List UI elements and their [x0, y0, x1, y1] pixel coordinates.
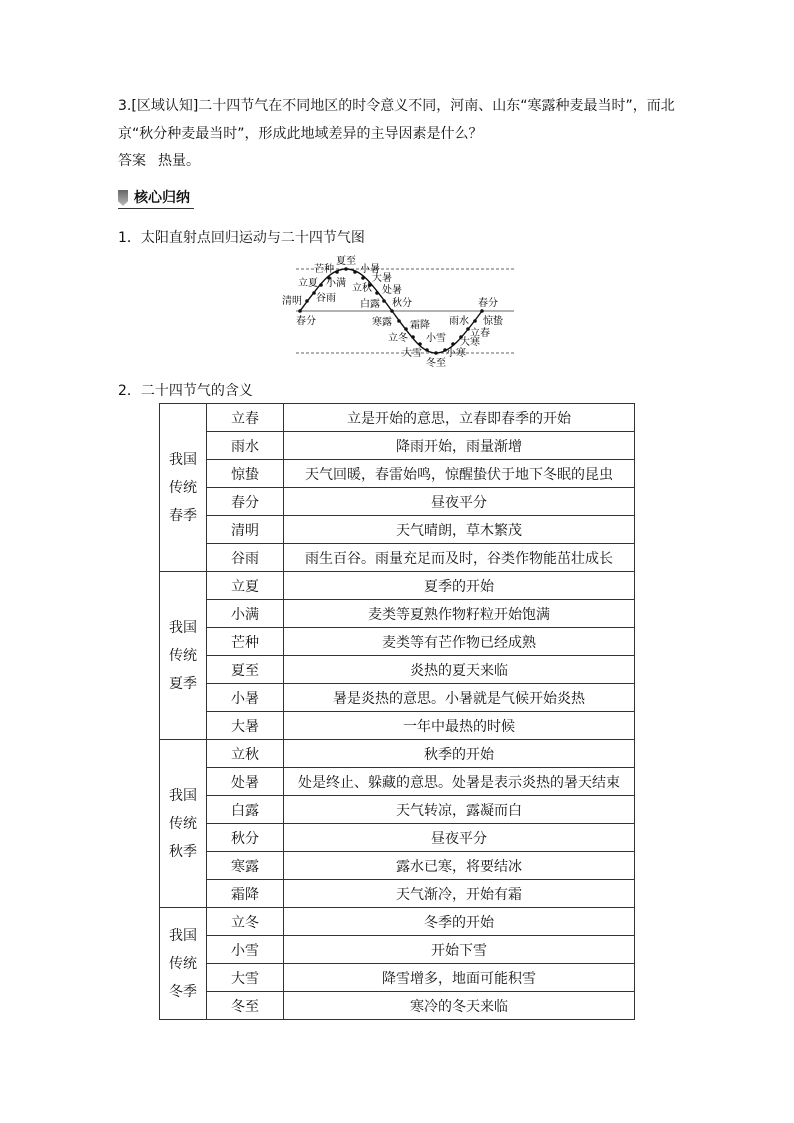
- table-row: [160, 488, 635, 516]
- label-chunfen: 春分: [296, 316, 316, 327]
- meaning-cell: 天气转凉，露凝而白: [284, 796, 635, 824]
- meaning-cell: 开始下雪: [284, 936, 635, 964]
- table-row: [160, 628, 635, 656]
- table-row: [160, 712, 635, 740]
- meaning-cell: 一年中最热的时候: [284, 712, 635, 740]
- term-cell: 春分: [207, 488, 284, 516]
- answer: [118, 150, 200, 170]
- meaning-cell: 麦类等有芒作物已经成熟: [284, 628, 635, 656]
- label-dashu: 大暑: [372, 273, 392, 284]
- season-name-part: 秋季: [169, 843, 197, 860]
- table-row: [160, 796, 635, 824]
- season-cell: [160, 908, 207, 1020]
- meaning-cell: 降雨开始，雨量渐增: [284, 432, 635, 460]
- meaning-cell: 寒冷的冬天来临: [284, 992, 635, 1020]
- table-row: [160, 656, 635, 684]
- label-lidong: 立冬: [388, 333, 408, 344]
- season-name-part: 我国: [169, 619, 197, 636]
- term-cell: 立夏: [207, 572, 284, 600]
- term-cell: 小满: [207, 600, 284, 628]
- solar-terms-table: [159, 403, 635, 1020]
- season-name-part: 传统: [169, 479, 197, 496]
- bookmark-icon: [118, 190, 128, 206]
- meaning-cell: 立是开始的意思，立春即春季的开始: [284, 404, 635, 432]
- term-cell: 清明: [207, 516, 284, 544]
- term-cell: 立春: [207, 404, 284, 432]
- term-cell: 大雪: [207, 964, 284, 992]
- term-cell: 霜降: [207, 880, 284, 908]
- meaning-cell: 夏季的开始: [284, 572, 635, 600]
- table-row: [160, 992, 635, 1020]
- season-name-part: 春季: [169, 507, 197, 524]
- table-row: [160, 544, 635, 572]
- label-xiazhi: 夏至: [336, 256, 356, 267]
- table-row: [160, 768, 635, 796]
- label-lichun: 立春: [470, 328, 490, 339]
- label-mangzhong: 芒种: [314, 264, 334, 275]
- label-yushui: 雨水: [449, 316, 469, 327]
- season-name-part: 我国: [169, 927, 197, 944]
- term-cell: 立秋: [207, 740, 284, 768]
- label-lixia: 立夏: [298, 278, 318, 289]
- solar-terms-diagram: [280, 254, 520, 372]
- label-dongzhi: 冬至: [426, 358, 446, 369]
- label-daxue: 大雪: [402, 348, 422, 359]
- season-name-part: 我国: [169, 787, 197, 804]
- meaning-cell: 露水已寒，将要结冰: [284, 852, 635, 880]
- term-cell: 立冬: [207, 908, 284, 936]
- meaning-cell: 处是终止、躲藏的意思。处暑是表示炎热的暑天结束: [284, 768, 635, 796]
- term-cell: 小暑: [207, 684, 284, 712]
- table-row: [160, 964, 635, 992]
- item2-title: 2．二十四节气的含义: [118, 383, 253, 399]
- meaning-cell: 昼夜平分: [284, 488, 635, 516]
- label-guyu: 谷雨: [316, 293, 336, 304]
- section-title: 核心归纳: [134, 190, 190, 206]
- meaning-cell: 秋季的开始: [284, 740, 635, 768]
- meaning-cell: 炎热的夏天来临: [284, 656, 635, 684]
- answer-label: 答案: [118, 153, 146, 169]
- season-name-part: 传统: [169, 955, 197, 972]
- term-cell: 芒种: [207, 628, 284, 656]
- term-cell: 冬至: [207, 992, 284, 1020]
- label-qingming: 清明: [282, 296, 302, 307]
- term-cell: 大暑: [207, 712, 284, 740]
- table-row: [160, 516, 635, 544]
- label-chushu: 处暑: [382, 285, 402, 296]
- label-shuangjiang: 霜降: [410, 320, 430, 331]
- label-chunfen-2: 春分: [478, 298, 498, 309]
- meaning-cell: 天气渐冷，开始有霜: [284, 880, 635, 908]
- term-cell: 小雪: [207, 936, 284, 964]
- term-cell: 惊蛰: [207, 460, 284, 488]
- table-row: [160, 460, 635, 488]
- label-qiufen: 秋分: [392, 298, 412, 309]
- table-row: [160, 852, 635, 880]
- table-row: [160, 572, 635, 600]
- answer-text: 热量。: [158, 153, 200, 169]
- table-row: [160, 936, 635, 964]
- meaning-cell: 天气回暖，春雷始鸣，惊醒蛰伏于地下冬眠的昆虫: [284, 460, 635, 488]
- season-cell: [160, 740, 207, 908]
- label-dahan: 大寒: [460, 337, 480, 348]
- term-cell: 白露: [207, 796, 284, 824]
- term-cell: 谷雨: [207, 544, 284, 572]
- meaning-cell: 天气晴朗，草木繁茂: [284, 516, 635, 544]
- season-name-part: 传统: [169, 815, 197, 832]
- meaning-cell: 麦类等夏熟作物籽粒开始饱满: [284, 600, 635, 628]
- season-name-part: 冬季: [169, 983, 197, 1000]
- season-name-part: 我国: [169, 451, 197, 468]
- table-row: [160, 684, 635, 712]
- label-bailu: 白露: [360, 299, 380, 310]
- meaning-cell: 冬季的开始: [284, 908, 635, 936]
- section-heading: [118, 188, 194, 209]
- table-row: [160, 600, 635, 628]
- meaning-cell: 暑是炎热的意思。小暑就是气候开始炎热: [284, 684, 635, 712]
- question-line-1: 3.[区域认知]二十四节气在不同地区的时令意义不同，河南、山东“寒露种麦最当时”，而北: [118, 98, 675, 114]
- term-cell: 雨水: [207, 432, 284, 460]
- term-cell: 秋分: [207, 824, 284, 852]
- table-row: [160, 824, 635, 852]
- season-cell: [160, 404, 207, 572]
- question-line-2: 京“秋分种麦最当时”，形成此地域差异的主导因素是什么？: [118, 126, 483, 142]
- label-xiaohan: 小寒: [446, 348, 466, 359]
- label-xiaoxue: 小雪: [426, 333, 446, 344]
- table-row: [160, 740, 635, 768]
- term-cell: 夏至: [207, 656, 284, 684]
- table-row: [160, 432, 635, 460]
- label-xiaoshu: 小暑: [360, 264, 380, 275]
- table-row: [160, 880, 635, 908]
- label-xiaoman: 小满: [326, 278, 346, 289]
- item1-title: 1．太阳直射点回归运动与二十四节气图: [118, 230, 365, 246]
- meaning-cell: 昼夜平分: [284, 824, 635, 852]
- label-jingzhe: 惊蛰: [483, 316, 503, 327]
- term-cell: 处暑: [207, 768, 284, 796]
- table-row: [160, 404, 635, 432]
- season-cell: [160, 572, 207, 740]
- season-name-part: 传统: [169, 647, 197, 664]
- table-row: [160, 908, 635, 936]
- term-cell: 寒露: [207, 852, 284, 880]
- label-liqiu: 立秋: [352, 283, 372, 294]
- meaning-cell: 降雪增多，地面可能积雪: [284, 964, 635, 992]
- meaning-cell: 雨生百谷。雨量充足而及时，谷类作物能茁壮成长: [284, 544, 635, 572]
- season-name-part: 夏季: [169, 675, 197, 692]
- label-hanlu: 寒露: [372, 317, 392, 328]
